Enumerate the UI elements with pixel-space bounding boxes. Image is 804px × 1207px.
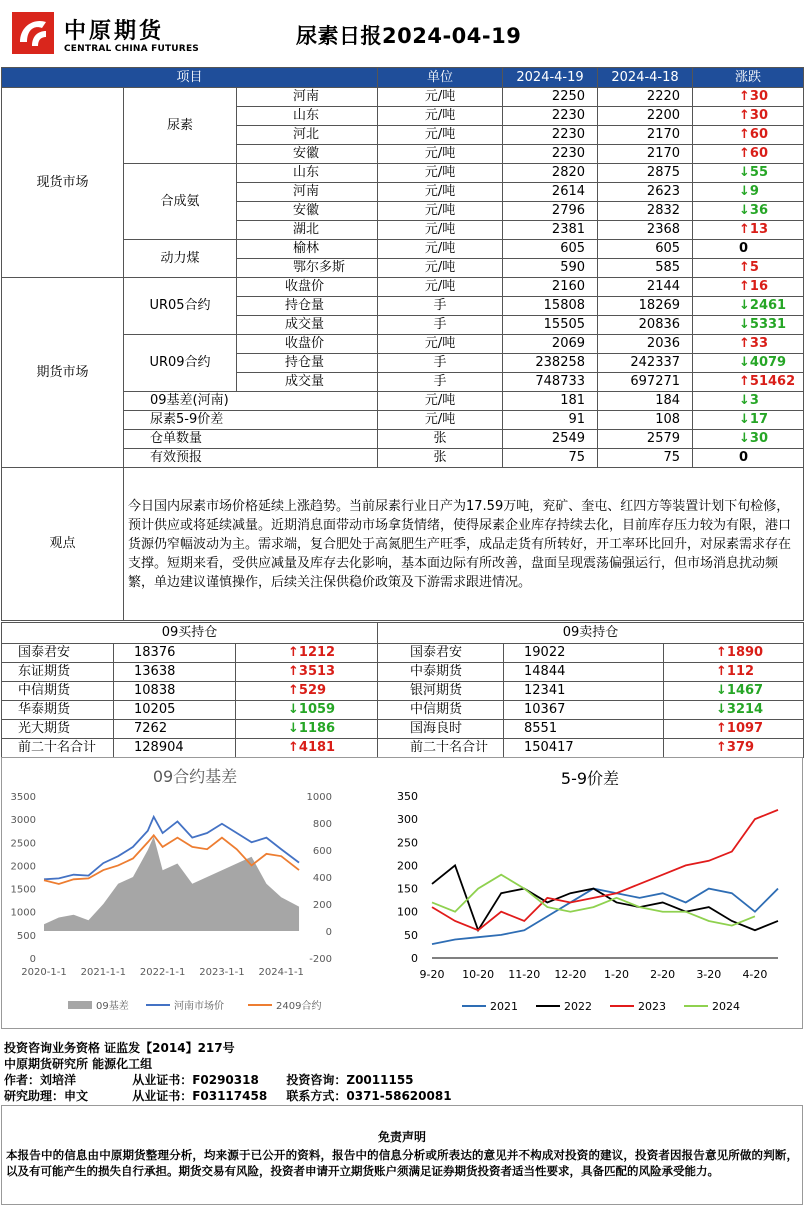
change-cell: ↓30 [693, 430, 804, 449]
assistant-certificate: 从业证书：F03117458 [132, 1089, 268, 1103]
opinion-text: 今日国内尿素市场价格延续上涨趋势。当前尿素行业日产为17.59万吨，兖矿、奎屯、红四方等装置计划下旬检修，预计供应或将延续减量。近期消息面带动市场拿货情绪，使得尿素企业库存持续去化，目前库存压力较为有限，港口货源仍窄幅波动为主。需求端，复合肥处于高氮肥生产旺季，成品走货有所转好，开工率环比回升，对尿素需求存在支撑。短期来看，受供应减量及库存去化影响，基本面边际有所改善，盘面呈现震荡偏强运行，但市场消息扰动频繁，单边建议谨慎操作，后续关注保供稳价政策及下游需求跟进情况。 [124, 468, 804, 621]
buy-change: ↑4181 [236, 739, 378, 758]
y-left-tick-label: 1000 [10, 907, 36, 919]
metric-label: 收盘价 [237, 335, 378, 354]
value-prev: 75 [598, 449, 693, 468]
price-prev: 605 [598, 240, 693, 259]
unit-cell: 元/吨 [378, 183, 503, 202]
region-label: 榆林 [237, 240, 378, 259]
buy-position: 13638 [114, 663, 236, 682]
buy-broker-name: 中信期货 [2, 682, 114, 701]
unit-cell: 元/吨 [378, 240, 503, 259]
price-today: 2820 [503, 164, 598, 183]
market-data-table [1, 67, 804, 621]
value-prev: 2144 [598, 278, 693, 297]
x-tick-label: 11-20 [508, 968, 541, 981]
y-left-tick-label: 2500 [10, 838, 36, 850]
x-tick-label: 2023-1-1 [199, 967, 245, 978]
x-tick-label: 2022-1-1 [139, 967, 186, 978]
y-tick-label: 100 [397, 905, 418, 919]
sell-positions-title: 09卖持仓 [378, 623, 804, 644]
legend-swatch-basis [68, 1001, 92, 1009]
table-row [2, 88, 804, 107]
legend-label-basis: 09基差 [96, 1001, 129, 1012]
y-left-tick-label: 0 [29, 954, 36, 965]
change-cell: ↓36 [693, 202, 804, 221]
metric-label: 持仓量 [237, 354, 378, 373]
sell-broker-name: 前二十名合计 [378, 739, 504, 758]
price-prev: 2170 [598, 145, 693, 164]
buy-position: 18376 [114, 644, 236, 663]
region-label: 山东 [237, 164, 378, 183]
price-today: 605 [503, 240, 598, 259]
price-prev: 2832 [598, 202, 693, 221]
value-today: 15808 [503, 297, 598, 316]
metric-label: 成交量 [237, 373, 378, 392]
region-label: 安徽 [237, 202, 378, 221]
report-header [0, 0, 804, 66]
sell-change: ↑379 [664, 739, 804, 758]
x-tick-label: 2020-1-1 [21, 967, 67, 978]
legend-label-2023: 2023 [638, 1000, 666, 1013]
value-prev: 184 [598, 392, 693, 411]
opinion-row [2, 468, 804, 621]
report-title: 尿素日报2024-04-19 [296, 24, 522, 48]
price-today: 2230 [503, 107, 598, 126]
header-unit: 单位 [378, 68, 503, 88]
metric-label: 09基差(河南) [124, 392, 378, 411]
y-left-tick-label: 1500 [10, 884, 36, 896]
header-item: 项目 [2, 68, 378, 88]
buy-change: ↑3513 [236, 663, 378, 682]
position-row [2, 701, 804, 720]
legend-label-2409: 2409合约 [276, 1001, 322, 1012]
author-consulting-id: 投资咨询：Z0011155 [286, 1073, 414, 1087]
value-today: 181 [503, 392, 598, 411]
unit-cell: 元/吨 [378, 392, 503, 411]
x-tick-label: 2024-1-1 [258, 967, 304, 978]
market-data-body [2, 88, 804, 621]
metric-label: 持仓量 [237, 297, 378, 316]
sell-change: ↑1097 [664, 720, 804, 739]
region-label: 安徽 [237, 145, 378, 164]
value-today: 2069 [503, 335, 598, 354]
price-today: 2230 [503, 126, 598, 145]
position-row [2, 720, 804, 739]
unit-cell: 元/吨 [378, 145, 503, 164]
metric-label: 成交量 [237, 316, 378, 335]
region-label: 河北 [237, 126, 378, 145]
positions-body [2, 644, 804, 758]
y-right-tick-label: -200 [309, 954, 332, 965]
change-cell: ↑60 [693, 126, 804, 145]
region-label: 鄂尔多斯 [237, 259, 378, 278]
sell-position: 19022 [504, 644, 664, 663]
contact-info [4, 1040, 804, 1104]
value-prev: 18269 [598, 297, 693, 316]
change-cell: ↓9 [693, 183, 804, 202]
y-right-tick-label: 1000 [306, 792, 332, 803]
sell-change: ↓1467 [664, 682, 804, 701]
value-prev: 2036 [598, 335, 693, 354]
buy-position: 10205 [114, 701, 236, 720]
sell-broker-name: 国海良时 [378, 720, 504, 739]
buy-change: ↑529 [236, 682, 378, 701]
buy-position: 128904 [114, 739, 236, 758]
x-tick-label: 3-20 [696, 968, 722, 981]
author: 作者：刘培洋 [4, 1073, 77, 1087]
region-label: 河南 [237, 183, 378, 202]
x-tick-label: 10-20 [462, 968, 495, 981]
unit-cell: 元/吨 [378, 126, 503, 145]
x-tick-label: 2-20 [650, 968, 676, 981]
positions-header-row [2, 623, 804, 644]
unit-cell: 元/吨 [378, 221, 503, 240]
product-group-label: 动力煤 [124, 240, 237, 278]
sell-broker-name: 中泰期货 [378, 663, 504, 682]
chart-title: 5-9价差 [560, 769, 620, 788]
unit-cell: 元/吨 [378, 107, 503, 126]
assistant-line [4, 1088, 804, 1104]
sell-position: 150417 [504, 739, 664, 758]
x-tick-label: 9-20 [419, 968, 445, 981]
buy-broker-name: 国泰君安 [2, 644, 114, 663]
metric-label: 收盘价 [237, 278, 378, 297]
contract-label: UR05合约 [124, 278, 237, 335]
charts-area [1, 757, 803, 1029]
spot-market-label: 现货市场 [2, 88, 124, 278]
change-cell: ↓17 [693, 411, 804, 430]
value-prev: 2579 [598, 430, 693, 449]
sell-change: ↓3214 [664, 701, 804, 720]
value-today: 2549 [503, 430, 598, 449]
unit-cell: 元/吨 [378, 88, 503, 107]
change-cell: 0 [693, 240, 804, 259]
value-today: 238258 [503, 354, 598, 373]
y-right-tick-label: 600 [312, 846, 332, 857]
buy-positions-title: 09买持仓 [2, 623, 378, 644]
change-cell: ↑13 [693, 221, 804, 240]
position-row [2, 682, 804, 701]
price-today: 2230 [503, 145, 598, 164]
change-cell: ↑30 [693, 107, 804, 126]
value-prev: 108 [598, 411, 693, 430]
positions-table [1, 622, 804, 758]
buy-change: ↓1059 [236, 701, 378, 720]
price-prev: 2220 [598, 88, 693, 107]
futures-market-label: 期货市场 [2, 278, 124, 468]
unit-cell: 元/吨 [378, 278, 503, 297]
disclaimer-title: 免责声明 [377, 1130, 426, 1144]
legend-label-henan: 河南市场价 [174, 1001, 224, 1012]
change-cell: ↑51462 [693, 373, 804, 392]
price-prev: 2875 [598, 164, 693, 183]
y-tick-label: 250 [397, 836, 418, 850]
y-right-tick-label: 200 [312, 900, 332, 911]
y-tick-label: 200 [397, 859, 418, 873]
price-prev: 2368 [598, 221, 693, 240]
buy-change: ↑1212 [236, 644, 378, 663]
price-prev: 2623 [598, 183, 693, 202]
company-logo-icon [12, 12, 54, 54]
position-row [2, 663, 804, 682]
unit-cell: 元/吨 [378, 202, 503, 221]
y-tick-label: 350 [397, 790, 418, 803]
y-left-tick-label: 2000 [10, 861, 36, 873]
y-tick-label: 150 [397, 882, 418, 896]
change-cell: ↑5 [693, 259, 804, 278]
change-cell: ↓5331 [693, 316, 804, 335]
sell-change: ↑112 [664, 663, 804, 682]
unit-cell: 张 [378, 430, 503, 449]
sell-broker-name: 中信期货 [378, 701, 504, 720]
price-today: 590 [503, 259, 598, 278]
unit-cell: 元/吨 [378, 335, 503, 354]
buy-change: ↓1186 [236, 720, 378, 739]
header-date1: 2024-4-19 [503, 68, 598, 88]
change-cell: ↑30 [693, 88, 804, 107]
sell-position: 8551 [504, 720, 664, 739]
metric-label: 尿素5-9价差 [124, 411, 378, 430]
author-certificate: 从业证书：F0290318 [132, 1073, 259, 1087]
price-prev: 2200 [598, 107, 693, 126]
header-change: 涨跌 [693, 68, 804, 88]
y-tick-label: 50 [404, 928, 418, 942]
y-left-tick-label: 3000 [10, 815, 36, 827]
qualification-line: 投资咨询业务资格 证监发【2014】217号 [4, 1041, 235, 1055]
value-today: 748733 [503, 373, 598, 392]
position-row [2, 739, 804, 758]
assistant: 研究助理：申文 [4, 1089, 89, 1103]
region-label: 山东 [237, 107, 378, 126]
unit-cell: 元/吨 [378, 259, 503, 278]
price-prev: 585 [598, 259, 693, 278]
value-prev: 242337 [598, 354, 693, 373]
legend-label-2021: 2021 [490, 1000, 518, 1013]
x-tick-label: 4-20 [742, 968, 768, 981]
price-today: 2381 [503, 221, 598, 240]
value-today: 75 [503, 449, 598, 468]
company-name-cn: 中原期货 [64, 19, 165, 44]
unit-cell: 手 [378, 297, 503, 316]
position-row [2, 644, 804, 663]
disclaimer-box [1, 1105, 803, 1205]
basis-area-series [44, 837, 299, 932]
value-today: 15505 [503, 316, 598, 335]
sell-position: 12341 [504, 682, 664, 701]
product-group-label: 尿素 [124, 88, 237, 164]
unit-cell: 元/吨 [378, 164, 503, 183]
y-right-tick-label: 400 [312, 873, 332, 884]
metric-label: 有效预报 [124, 449, 378, 468]
sell-position: 14844 [504, 663, 664, 682]
sell-broker-name: 国泰君安 [378, 644, 504, 663]
basis-chart [2, 758, 356, 1028]
price-today: 2250 [503, 88, 598, 107]
change-cell: 0 [693, 449, 804, 468]
change-cell: ↓4079 [693, 354, 804, 373]
value-today: 2160 [503, 278, 598, 297]
buy-position: 10838 [114, 682, 236, 701]
x-tick-label: 12-20 [554, 968, 587, 981]
y-tick-label: 0 [411, 952, 418, 965]
table-header-row [2, 68, 804, 88]
legend-label-2024: 2024 [712, 1000, 740, 1013]
region-label: 湖北 [237, 221, 378, 240]
value-today: 91 [503, 411, 598, 430]
change-cell: ↓55 [693, 164, 804, 183]
chart-title: 09合约基差 [152, 767, 238, 786]
price-today: 2614 [503, 183, 598, 202]
change-cell: ↓3 [693, 392, 804, 411]
buy-position: 7262 [114, 720, 236, 739]
metric-label: 仓单数量 [124, 430, 378, 449]
change-cell: ↑60 [693, 145, 804, 164]
product-group-label: 合成氨 [124, 164, 237, 240]
x-tick-label: 2021-1-1 [80, 967, 127, 978]
change-cell: ↓2461 [693, 297, 804, 316]
y-left-tick-label: 3500 [10, 792, 36, 803]
unit-cell: 手 [378, 354, 503, 373]
contract-label: UR09合约 [124, 335, 237, 392]
y-left-tick-label: 500 [16, 930, 36, 942]
change-cell: ↑33 [693, 335, 804, 354]
contact-phone: 联系方式：0371-58620081 [286, 1089, 452, 1103]
table-row [2, 278, 804, 297]
sell-position: 10367 [504, 701, 664, 720]
y-right-tick-label: 800 [312, 819, 332, 830]
sell-change: ↑1890 [664, 644, 804, 663]
y-tick-label: 300 [397, 813, 418, 827]
unit-cell: 张 [378, 449, 503, 468]
department-line: 中原期货研究所 能源化工组 [4, 1057, 153, 1071]
buy-broker-name: 华泰期货 [2, 701, 114, 720]
opinion-label: 观点 [2, 468, 124, 621]
unit-cell: 元/吨 [378, 411, 503, 430]
legend-label-2022: 2022 [564, 1000, 592, 1013]
unit-cell: 手 [378, 373, 503, 392]
buy-broker-name: 光大期货 [2, 720, 114, 739]
sell-broker-name: 银河期货 [378, 682, 504, 701]
unit-cell: 手 [378, 316, 503, 335]
region-label: 河南 [237, 88, 378, 107]
value-prev: 697271 [598, 373, 693, 392]
value-prev: 20836 [598, 316, 693, 335]
company-name-en: CENTRAL CHINA FUTURES [64, 44, 199, 54]
price-today: 2796 [503, 202, 598, 221]
price-prev: 2170 [598, 126, 693, 145]
author-line [4, 1072, 804, 1088]
change-cell: ↑16 [693, 278, 804, 297]
buy-broker-name: 前二十名合计 [2, 739, 114, 758]
spread-chart [386, 758, 786, 1028]
disclaimer-body: 本报告中的信息由中原期货整理分析，均来源于已公开的资料，报告中的信息分析或所表达的意见并不构成对投资的建议，投资者因报告意见所做的判断，以及有可能产生的损失自行承担。期货交易有风险，投资者申请开立期货账户须满足证券期货投资者适当性要求，具备匹配的风险承受能力。 [6, 1148, 798, 1178]
header-date2: 2024-4-18 [598, 68, 693, 88]
x-tick-label: 1-20 [604, 968, 630, 981]
y-right-tick-label: 0 [325, 927, 332, 938]
buy-broker-name: 东证期货 [2, 663, 114, 682]
